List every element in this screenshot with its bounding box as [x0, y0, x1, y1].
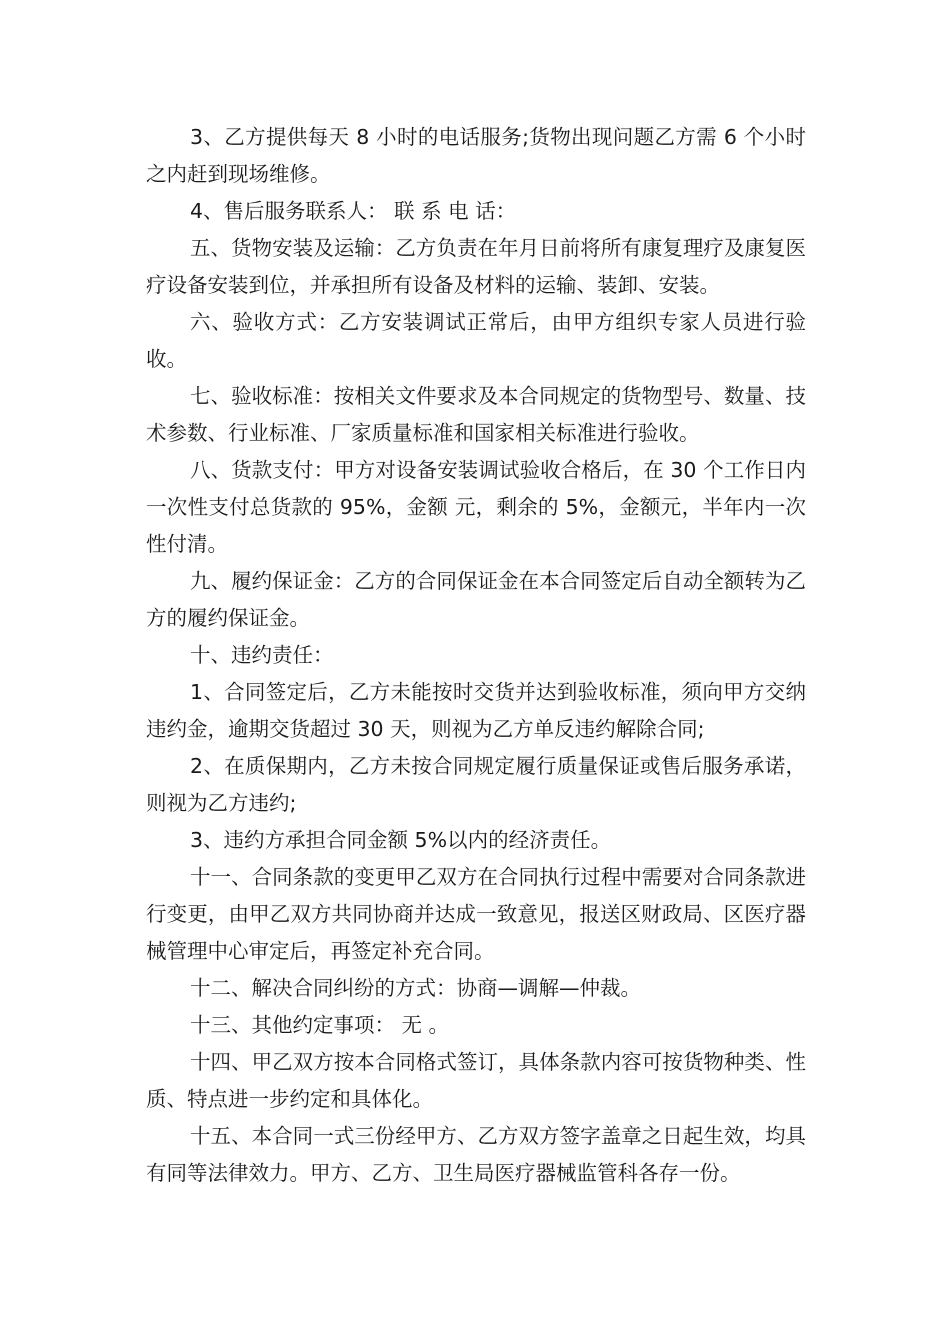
paragraph-breach-heading: 十、违约责任： [190, 643, 334, 667]
paragraph-acceptance-standard: 七、验收标准：按相关文件要求及本合同规定的货物型号、数量、技术参数、行业标准、厂家质量标准和国家相关标准进行验收。 [146, 384, 806, 445]
paragraph-other-matters: 十三、其他约定事项： 无 。 [190, 1013, 450, 1037]
paragraph-breach-item-1: 1、合同签定后，乙方未能按时交货并达到验收标准，须向甲方交纳违约金，逾期交货超过 30 天，则视为乙方单反违约解除合同; [146, 680, 806, 741]
paragraph-installation-transport: 五、货物安装及运输：乙方负责在年月日前将所有康复理疗及康复医疗设备安装到位，并承担所有设备及材料的运输、装卸、安装。 [146, 236, 806, 297]
paragraph-dispute-resolution: 十二、解决合同纠纷的方式：协商—调解—仲裁。 [190, 976, 641, 1000]
paragraph-breach-item-3: 3、违约方承担合同金额 5%以内的经济责任。 [190, 828, 612, 852]
paragraph-breach-item-2: 2、在质保期内，乙方未按合同规定履行质量保证或售后服务承诺，则视为乙方违约; [146, 754, 806, 815]
paragraph-performance-bond: 九、履约保证金：乙方的合同保证金在本合同签定后自动全额转为乙方的履约保证金。 [146, 569, 806, 630]
paragraph-signing-format: 十四、甲乙双方按本合同格式签订，具体条款内容可按货物种类、性质、特点进一步约定和具体化。 [146, 1050, 806, 1111]
document-body [146, 119, 806, 1192]
paragraph-contract-amendment: 十一、合同条款的变更甲乙双方在合同执行过程中需要对合同条款进行变更，由甲乙双方共同协商并达成一致意见，报送区财政局、区医疗器械管理中心审定后，再签定补充合同。 [146, 865, 806, 963]
paragraph-payment: 八、货款支付：甲方对设备安装调试验收合格后，在 30 个工作日内一次性支付总货款的 95%，金额 元，剩余的 5%，金额元，半年内一次性付清。 [146, 458, 806, 556]
paragraph-effectiveness: 十五、本合同一式三份经甲方、乙方双方签字盖章之日起生效，均具有同等法律效力。甲方、乙方、卫生局医疗器械监管科各存一份。 [146, 1124, 806, 1185]
paragraph-service-hours: 3、乙方提供每天 8 小时的电话服务;货物出现问题乙方需 6 个小时之内赶到现场维修。 [146, 125, 806, 186]
paragraph-acceptance-method: 六、验收方式：乙方安装调试正常后，由甲方组织专家人员进行验收。 [146, 310, 806, 371]
paragraph-after-sales-contact: 4、售后服务联系人： 联 系 电 话： [190, 199, 517, 223]
